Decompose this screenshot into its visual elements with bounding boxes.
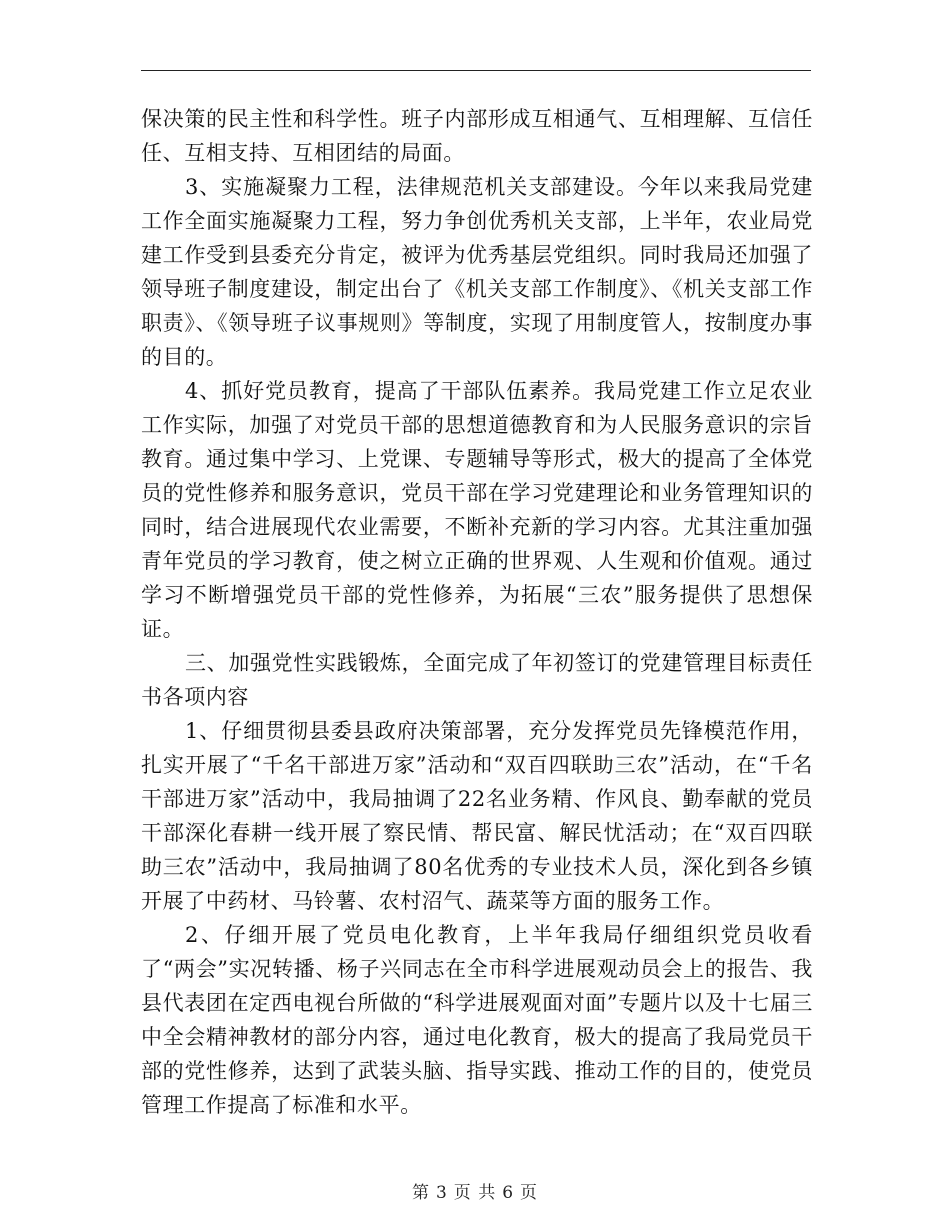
- footer-middle: 页 共: [453, 1183, 497, 1203]
- footer-total-pages: 6: [502, 1183, 515, 1203]
- footer-page-number: 3: [435, 1183, 448, 1203]
- page-footer: [0, 1178, 950, 1203]
- paragraph-6: 2、仔细开展了党员电化教育，上半年我局仔细组织党员收看了“两会”实况转播、杨子兴同志在全市科学进展观动员会上的报告、我县代表团在定西电视台所做的“科学进展观面对面”专题片以及十七届三中全会精神教材的部分内容，通过电化教育，极大的提高了我局党员干部的党性修养，达到了武装头脑、指导实践、推动工作的目的，使党员管理工作提高了标准和水平。: [141, 923, 813, 1117]
- paragraph-4: 三、加强党性实践锻炼，全面完成了年初签订的党建管理目标责任书各项内容: [141, 651, 813, 709]
- footer-prefix: 第: [411, 1183, 430, 1203]
- footer-suffix: 页: [520, 1183, 539, 1203]
- document-body: [141, 102, 813, 1122]
- header-rule: [141, 70, 811, 71]
- paragraph-5: 1、仔细贯彻县委县政府决策部署，充分发挥党员先锋模范作用，扎实开展了“千名干部进万家”活动和“双百四联助三农”活动，在“千名干部进万家”活动中，我局抽调了22名业务精、作风良、勤奉献的党员干部深化春耕一线开展了察民情、帮民富、解民忧活动；在“双百四联助三农”活动中，我局抽调了80名优秀的专业技术人员，深化到各乡镇开展了中药材、马铃薯、农村沼气、蔬菜等方面的服务工作。: [141, 719, 813, 913]
- paragraph-3: 4、抓好党员教育，提高了干部队伍素养。我局党建工作立足农业工作实际，加强了对党员干部的思想道德教育和为人民服务意识的宗旨教育。通过集中学习、上党课、专题辅导等形式，极大的提高了全体党员的党性修养和服务意识，党员干部在学习党建理论和业务管理知识的同时，结合进展现代农业需要，不断补充新的学习内容。尤其注重加强青年党员的学习教育，使之树立正确的世界观、人生观和价值观。通过学习不断增强党员干部的党性修养，为拓展“三农”服务提供了思想保证。: [141, 379, 813, 641]
- paragraph-2: 3、实施凝聚力工程，法律规范机关支部建设。今年以来我局党建工作全面实施凝聚力工程，努力争创优秀机关支部，上半年，农业局党建工作受到县委充分肯定，被评为优秀基层党组织。同时我局还加强了领导班子制度建设，制定出台了《机关支部工作制度》、《机关支部工作职责》、《领导班子议事规则》等制度，实现了用制度管人，按制度办事的目的。: [141, 175, 813, 369]
- paragraph-1: 保决策的民主性和科学性。班子内部形成互相通气、互相理解、互信任任、互相支持、互相团结的局面。: [141, 107, 813, 165]
